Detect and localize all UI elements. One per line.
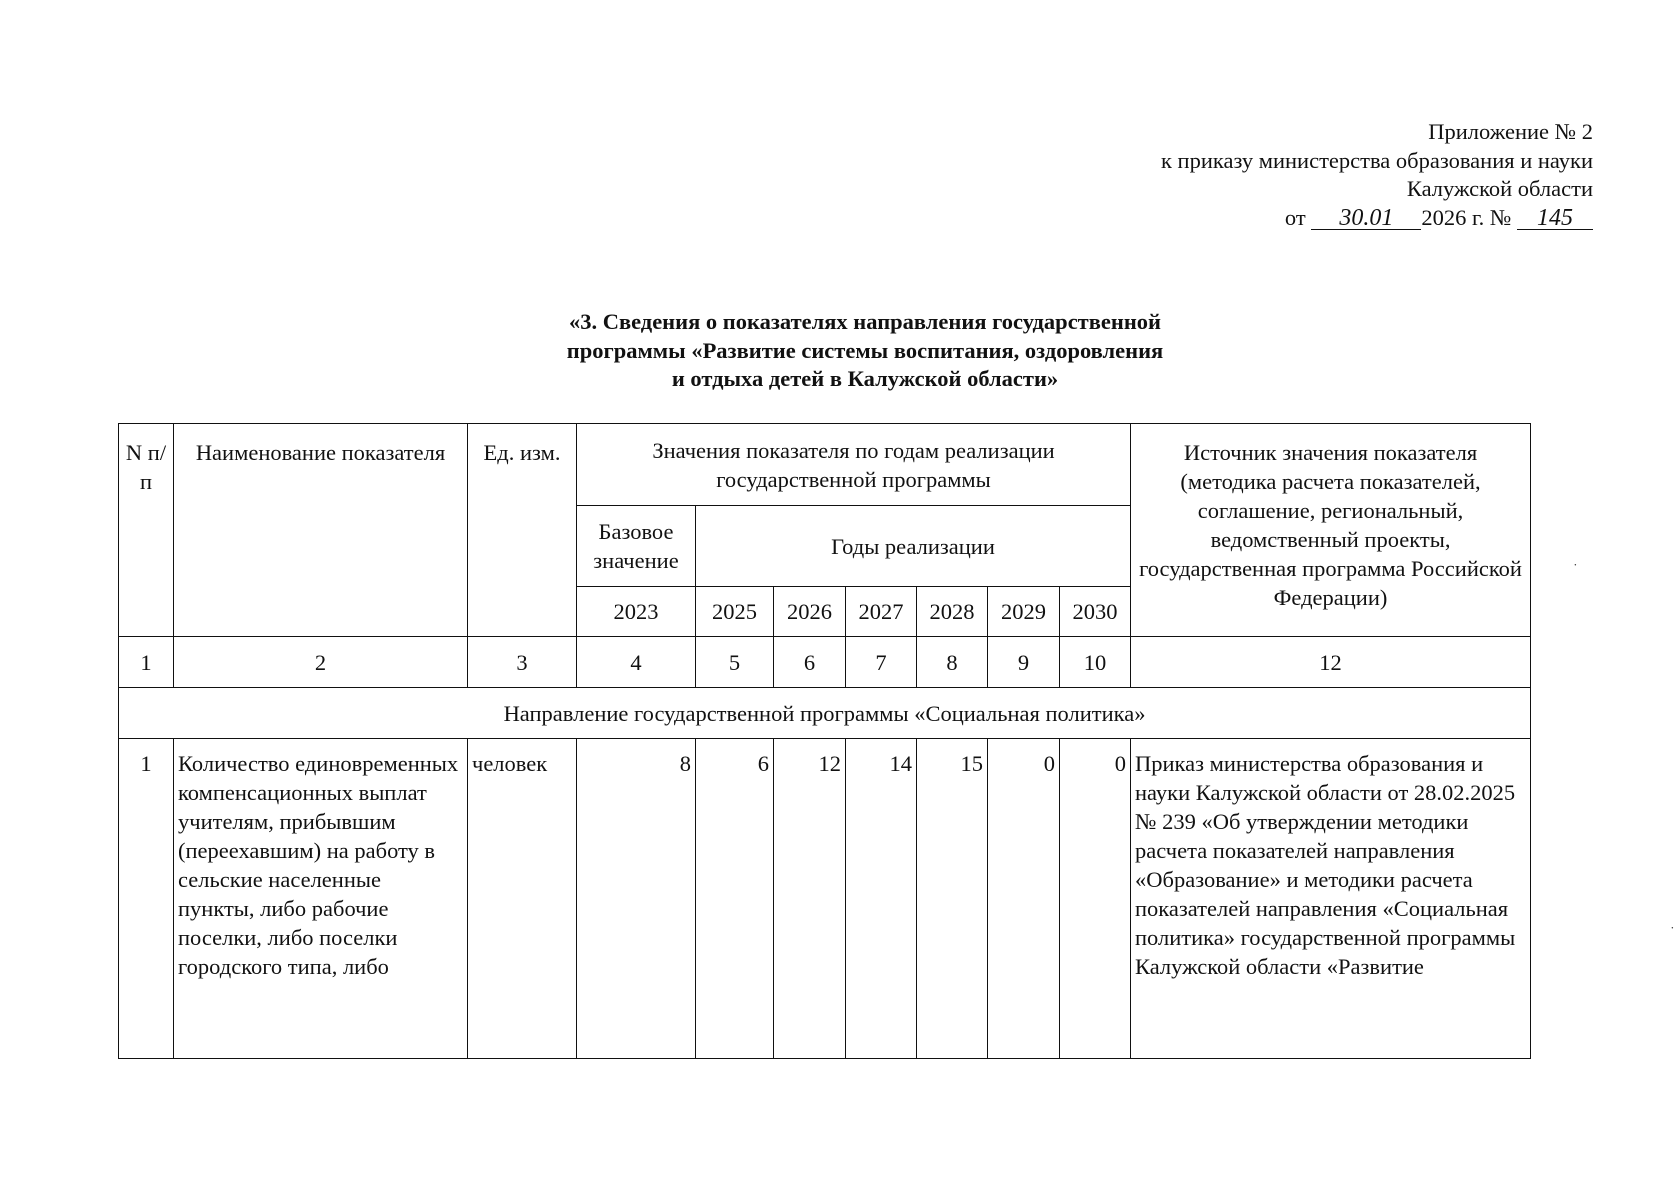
heading-line-1: «3. Сведения о показателях направления государственной — [568, 309, 1162, 334]
row-source: Приказ министерства образования и науки Калужской области от 28.02.2025 № 239 «Об утверждении методики расчета показателей направления «Образование» и методики расчета показателей направления «Социальная политика» государственной программы Калужской области «Развитие — [1131, 739, 1531, 1059]
row-base-value: 8 — [577, 739, 696, 1059]
column-number: 7 — [846, 637, 917, 688]
header-num: N п/п — [119, 424, 174, 637]
column-number: 12 — [1131, 637, 1531, 688]
header-base-year: 2023 — [577, 587, 696, 637]
column-numbers-row — [119, 637, 1531, 688]
row-unit: человек — [468, 739, 577, 1059]
scan-speck: ˙ — [1573, 562, 1578, 577]
row-num: 1 — [119, 739, 174, 1059]
header-year: 2025 — [696, 587, 774, 637]
row-value: 0 — [1060, 739, 1131, 1059]
column-number: 5 — [696, 637, 774, 688]
column-number: 6 — [774, 637, 846, 688]
header-years-group: Годы реализации — [696, 506, 1131, 587]
handwritten-date: 30.01 — [1311, 207, 1421, 230]
header-year: 2029 — [988, 587, 1060, 637]
row-value: 12 — [774, 739, 846, 1059]
heading-line-2: программы «Развитие системы воспитания, оздоровления — [566, 337, 1164, 363]
column-number: 9 — [988, 637, 1060, 688]
handwritten-number: 145 — [1517, 207, 1593, 230]
column-number: 8 — [917, 637, 988, 688]
section-title: Направление государственной программы «Социальная политика» — [119, 688, 1531, 739]
appendix-line-1: Приложение № 2 — [1428, 119, 1593, 144]
header-year: 2028 — [917, 587, 988, 637]
column-number: 4 — [577, 637, 696, 688]
header-name: Наименование показателя — [174, 424, 468, 637]
appendix-line-2: к приказу министерства образования и науки — [1160, 147, 1593, 173]
header-source: Источник значения показателя (методика расчета показателей, соглашение, региональный, ведомственный проекты, государственная программа Российской Федерации) — [1131, 424, 1531, 637]
header-row-1 — [119, 424, 1531, 506]
header-unit: Ед. изм. — [468, 424, 577, 637]
header-year: 2030 — [1060, 587, 1131, 637]
scan-speck: ˙ — [1670, 925, 1675, 940]
header-base-value: Базовое значение — [577, 506, 696, 587]
header-year: 2026 — [774, 587, 846, 637]
appendix-date-line — [1161, 204, 1593, 233]
table-row — [119, 739, 1531, 1059]
column-number: 1 — [119, 637, 174, 688]
appendix-line-3: Калужской области — [1406, 176, 1593, 201]
column-number: 3 — [468, 637, 577, 688]
row-value: 15 — [917, 739, 988, 1059]
section-heading — [0, 308, 1680, 394]
row-value: 0 — [988, 739, 1060, 1059]
heading-line-3: и отдыха детей в Калужской области» — [671, 366, 1059, 391]
year-text: 2026 г. № — [1421, 204, 1512, 230]
row-value: 14 — [846, 739, 917, 1059]
row-name: Количество единовременных компенсационных выплат учителям, прибывшим (переехавшим) на работу в сельские населенные пункты, либо рабочие поселки, либо поселки городского типа, либо — [174, 739, 468, 1059]
section-row — [119, 688, 1531, 739]
column-number: 10 — [1060, 637, 1131, 688]
appendix-block — [1161, 118, 1593, 232]
header-year: 2027 — [846, 587, 917, 637]
header-values-group: Значения показателя по годам реализации государственной программы — [577, 424, 1131, 506]
from-label: от — [1284, 204, 1306, 230]
indicators-table — [118, 423, 1531, 1059]
column-number: 2 — [174, 637, 468, 688]
row-value: 6 — [696, 739, 774, 1059]
